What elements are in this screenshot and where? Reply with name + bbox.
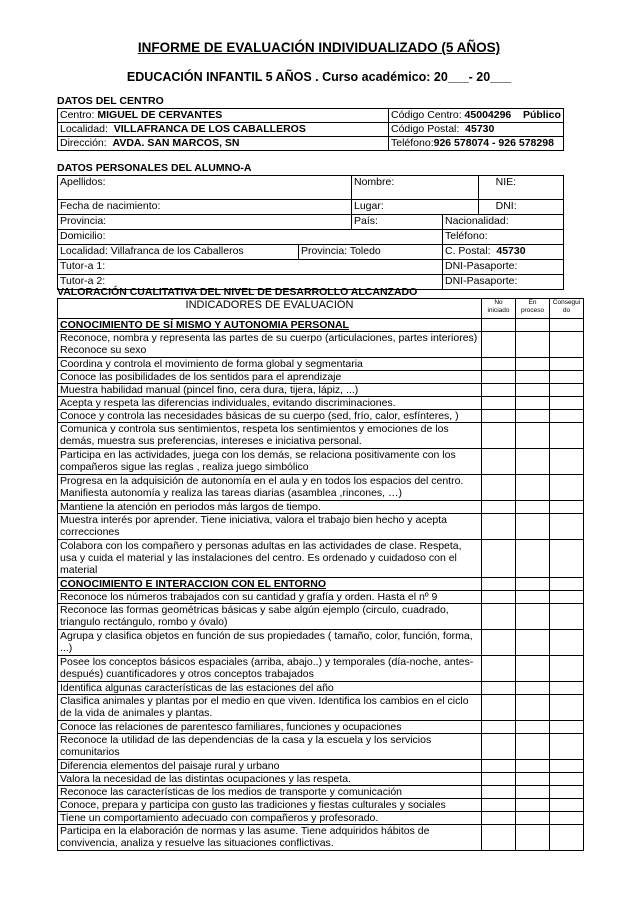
check-cell-en-proceso[interactable] [516, 604, 550, 630]
check-cell-conseguido[interactable] [550, 734, 584, 760]
col-en-proceso: En proceso [516, 299, 550, 319]
check-cell-no-iniciado[interactable] [482, 384, 516, 397]
check-cell-no-iniciado[interactable] [482, 799, 516, 812]
cpostal-cell [443, 245, 564, 260]
centro-value: MIGUEL DE CERVANTES [97, 109, 223, 121]
indicator-text: Conoce las relaciones de parentesco familiares, funciones y ocupaciones [58, 721, 482, 734]
check-cell-no-iniciado[interactable] [482, 475, 516, 501]
table-row [58, 540, 584, 578]
check-cell-conseguido[interactable] [550, 812, 584, 825]
check-cell-en-proceso[interactable] [516, 423, 550, 449]
check-cell-en-proceso[interactable] [516, 371, 550, 384]
tipo-value: Público [522, 109, 561, 121]
indicator-text: Posee los conceptos básicos espaciales (arriba, abajo..) y temporales (día-noche, antes-después) cuantificadores y otros conceptos trabajados [58, 656, 482, 682]
check-cell-en-proceso[interactable] [516, 812, 550, 825]
table-row [58, 260, 564, 275]
check-cell-en-proceso[interactable] [516, 695, 550, 721]
section-title-evaluacion: VALORACIÓN CUALITATIVA DEL NIVEL DE DESARROLLO ALCANZADO [57, 286, 418, 298]
indicator-text: Valora la necesidad de las distintas ocupaciones y las respeta. [58, 773, 482, 786]
check-cell-no-iniciado[interactable] [482, 371, 516, 384]
dni-pasaporte-1-cell[interactable]: DNI-Pasaporte: [443, 260, 564, 275]
check-cell-no-iniciado[interactable] [482, 514, 516, 540]
table-row [58, 423, 584, 449]
dni-pasaporte-2-cell[interactable]: DNI-Pasaporte: [443, 275, 564, 290]
check-cell-no-iniciado[interactable] [482, 825, 516, 851]
check-cell-conseguido[interactable] [550, 773, 584, 786]
table-row [58, 501, 584, 514]
check-cell-no-iniciado[interactable] [482, 760, 516, 773]
indicator-text: Conoce las posibilidades de los sentidos para el aprendizaje [58, 371, 482, 384]
check-cell-en-proceso[interactable] [516, 786, 550, 799]
section-title-centro: DATOS DEL CENTRO [57, 95, 164, 107]
table-row [58, 812, 584, 825]
domicilio-cell[interactable]: Domicilio: [58, 230, 443, 245]
alumno-table [57, 175, 564, 290]
check-cell-en-proceso[interactable] [516, 332, 550, 358]
dni-cell[interactable] [479, 200, 564, 215]
indicator-text: Acepta y respeta las diferencias individuales, evitando discriminaciones. [58, 397, 482, 410]
check-cell-en-proceso[interactable] [516, 656, 550, 682]
table-row [58, 215, 564, 230]
indicator-text: Reconoce los números trabajados con su cantidad y grafía y orden. Hasta el nº 9 [58, 591, 482, 604]
table-row [58, 123, 564, 137]
report-subtitle: EDUCACIÓN INFANTIL 5 AÑOS . Curso académico: 20___- 20___ [126, 70, 512, 84]
check-cell-en-proceso[interactable] [516, 501, 550, 514]
table-row [58, 371, 584, 384]
tutor1-cell[interactable]: Tutor-a 1: [58, 260, 443, 275]
apellidos-cell[interactable]: Apellidos: [58, 176, 352, 200]
table-row [58, 449, 584, 475]
check-cell-no-iniciado[interactable] [482, 332, 516, 358]
check-cell-en-proceso[interactable] [516, 384, 550, 397]
category-row [58, 578, 584, 591]
codigo-cell [389, 109, 564, 123]
check-cell[interactable] [482, 578, 516, 591]
check-cell-en-proceso[interactable] [516, 540, 550, 578]
direccion-label: Dirección: [60, 137, 107, 149]
check-cell-en-proceso[interactable] [516, 630, 550, 656]
indicator-text: Identifica algunas características de las estaciones del año [58, 682, 482, 695]
telefono-alumno-cell[interactable]: Teléfono: [443, 230, 564, 245]
check-cell-no-iniciado[interactable] [482, 501, 516, 514]
indicator-text: Muestra interés por aprender. Tiene iniciativa, valora el trabajo bien hecho y acepta correcciones [58, 514, 482, 540]
indicator-text: Reconoce las formas geométricas básicas y sabe algún ejemplo (circulo, cuadrado, triangulo rectángulo, rombo y óvalo) [58, 604, 482, 630]
check-cell-conseguido[interactable] [550, 384, 584, 397]
table-row [58, 200, 564, 215]
indicator-text: Conoce, prepara y participa con gusto las tradiciones y fiestas culturales y sociales [58, 799, 482, 812]
check-cell-conseguido[interactable] [550, 332, 584, 358]
check-cell-no-iniciado[interactable] [482, 423, 516, 449]
centro-cell [58, 109, 389, 123]
centro-label: Centro: [60, 109, 95, 121]
check-cell-en-proceso[interactable] [516, 721, 550, 734]
category-entorno: CONOCIMIENTO E INTERACCION CON EL ENTORNO [58, 578, 482, 591]
col-no-iniciado: No iniciado [482, 299, 516, 319]
check-cell-conseguido[interactable] [550, 501, 584, 514]
localidad-cell [58, 123, 389, 137]
telefono-label: Teléfono: [391, 137, 434, 149]
indicator-text: Participa en la elaboración de normas y las asume. Tiene adquiridos hábitos de convivencia, analiza y resuelve las situaciones conflictivas. [58, 825, 482, 851]
indicator-text: Comunica y controla sus sentimientos, respeta los sentimientos y emociones de los demás, muestra sus preferencias, intereses e iniciativa personal. [58, 423, 482, 449]
check-cell-conseguido[interactable] [550, 799, 584, 812]
check-cell-no-iniciado[interactable] [482, 734, 516, 760]
codigo-label: Código Centro: [391, 109, 462, 121]
direccion-value: AVDA. SAN MARCOS, SN [112, 137, 240, 149]
check-cell-en-proceso[interactable] [516, 475, 550, 501]
check-cell-en-proceso[interactable] [516, 397, 550, 410]
category-autonomia: CONOCIMIENTO DE SÍ MISMO Y AUTONOMIA PERSONAL [58, 319, 482, 332]
check-cell-no-iniciado[interactable] [482, 410, 516, 423]
check-cell-no-iniciado[interactable] [482, 695, 516, 721]
table-row [58, 137, 564, 151]
indicator-text: Mantiene la atención en periodos más largos de tiempo. [58, 501, 482, 514]
table-row [58, 109, 564, 123]
indicator-text: Muestra habilidad manual (pincel fino, cera dura, tijera, lápiz, ...) [58, 384, 482, 397]
check-cell-conseguido[interactable] [550, 410, 584, 423]
check-cell-no-iniciado[interactable] [482, 656, 516, 682]
postal-label: Código Postal: [391, 123, 460, 135]
indicator-text: Colabora con los compañero y personas adultas en las actividades de clase. Respeta, usa y cuida el material y las instalaciones del centro. Es ordenado y cuidadoso con el material [58, 540, 482, 578]
check-cell-conseguido[interactable] [550, 449, 584, 475]
postal-cell [389, 123, 564, 137]
check-cell-conseguido[interactable] [550, 591, 584, 604]
localidad-label: Localidad: [60, 123, 108, 135]
nacionalidad-cell[interactable]: Nacionalidad: [443, 215, 564, 230]
direccion-cell [58, 137, 389, 151]
check-cell-en-proceso[interactable] [516, 682, 550, 695]
indicator-text: Progresa en la adquisición de autonomía en el aula y en todos los espacios del centro. Manifiesta autonomía y realiza las tareas diarias (asamblea ,rincones, …) [58, 475, 482, 501]
evaluacion-table [57, 298, 584, 851]
check-cell-en-proceso[interactable] [516, 410, 550, 423]
check-cell-conseguido[interactable] [550, 358, 584, 371]
nie-cell[interactable] [479, 176, 564, 200]
telefono-cell [389, 137, 564, 151]
check-cell-conseguido[interactable] [550, 540, 584, 578]
table-row [58, 591, 584, 604]
table-row [58, 799, 584, 812]
section-title-alumno: DATOS PERSONALES DEL ALUMNO-A [57, 162, 252, 174]
check-cell-conseguido[interactable] [550, 475, 584, 501]
check-cell[interactable] [482, 319, 516, 332]
check-cell-en-proceso[interactable] [516, 760, 550, 773]
table-row [58, 332, 584, 358]
fecha-nacimiento-cell[interactable]: Fecha de nacimiento: [58, 200, 352, 215]
localidad-value: VILLAFRANCA DE LOS CABALLEROS [113, 123, 306, 135]
check-cell-en-proceso[interactable] [516, 734, 550, 760]
nie-label: NIE: [495, 176, 517, 188]
tutor2-cell[interactable]: Tutor-a 2: [58, 275, 443, 290]
indicator-text: Reconoce, nombra y representa las partes de su cuerpo (articulaciones, partes interiores) Reconoce su sexo [58, 332, 482, 358]
table-row [58, 230, 564, 245]
check-cell-no-iniciado[interactable] [482, 358, 516, 371]
table-row [58, 760, 584, 773]
table-row [58, 475, 584, 501]
table-row [58, 630, 584, 656]
table-row [58, 695, 584, 721]
check-cell-no-iniciado[interactable] [482, 604, 516, 630]
table-row [58, 786, 584, 799]
table-row [58, 721, 584, 734]
check-cell-conseguido[interactable] [550, 423, 584, 449]
table-row [58, 773, 584, 786]
indicator-text: Clasifica animales y plantas por el medio en que viven. Identifica los cambios en el ciclo de la vida de animales y plantas. [58, 695, 482, 721]
provincia-toledo-cell: Provincia: Toledo [299, 245, 443, 260]
check-cell-conseguido[interactable] [550, 371, 584, 384]
check-cell-no-iniciado[interactable] [482, 449, 516, 475]
check-cell[interactable] [516, 578, 550, 591]
report-title: INFORME DE EVALUACIÓN INDIVIDUALIZADO (5 AÑOS) [137, 40, 501, 55]
indicator-text: Coordina y controla el movimiento de forma global y segmentaria [58, 358, 482, 371]
check-cell-conseguido[interactable] [550, 695, 584, 721]
check-cell[interactable] [550, 578, 584, 591]
cpostal-label: C. Postal: [445, 245, 491, 257]
check-cell-no-iniciado[interactable] [482, 786, 516, 799]
check-cell[interactable] [516, 319, 550, 332]
table-row [58, 397, 584, 410]
indicator-text: Reconoce la utilidad de las dependencias de la casa y la escuela y los servicios comunitarios [58, 734, 482, 760]
indicator-text: Participa en las actividades, juega con los demás, se relaciona positivamente con los compañeros sigue las reglas , realiza juego simbólico [58, 449, 482, 475]
postal-value: 45730 [465, 123, 495, 135]
indicator-text: Diferencia elementos del paisaje rural y urbano [58, 760, 482, 773]
table-row [58, 384, 584, 397]
table-row [58, 410, 584, 423]
indicator-text: Reconoce las características de los medios de transporte y comunicación [58, 786, 482, 799]
table-row [58, 604, 584, 630]
table-row [58, 176, 564, 200]
check-cell-en-proceso[interactable] [516, 799, 550, 812]
indicadores-header: INDICADORES DE EVALUACIÓN [58, 299, 482, 319]
check-cell-en-proceso[interactable] [516, 825, 550, 851]
check-cell-no-iniciado[interactable] [482, 540, 516, 578]
check-cell-no-iniciado[interactable] [482, 630, 516, 656]
nombre-cell[interactable]: Nombre: [352, 176, 479, 200]
cpostal-value: 45730 [496, 245, 526, 257]
table-row [58, 734, 584, 760]
check-cell-en-proceso[interactable] [516, 358, 550, 371]
table-row [58, 656, 584, 682]
table-header-row [58, 299, 584, 319]
check-cell-conseguido[interactable] [550, 825, 584, 851]
col-conseguido: Consegui do [550, 299, 584, 319]
check-cell-no-iniciado[interactable] [482, 397, 516, 410]
pais-cell[interactable]: País: [352, 215, 443, 230]
check-cell-conseguido[interactable] [550, 682, 584, 695]
check-cell-no-iniciado[interactable] [482, 591, 516, 604]
check-cell-no-iniciado[interactable] [482, 773, 516, 786]
codigo-value: 45004296 [464, 109, 512, 121]
check-cell-conseguido[interactable] [550, 656, 584, 682]
check-cell-conseguido[interactable] [550, 397, 584, 410]
indicator-text: Tiene un comportamiento adecuado con compañeros y profesorado. [58, 812, 482, 825]
category-row [58, 319, 584, 332]
check-cell-no-iniciado[interactable] [482, 721, 516, 734]
provincia-cell[interactable]: Provincia: [58, 215, 352, 230]
check-cell-en-proceso[interactable] [516, 773, 550, 786]
check-cell-no-iniciado[interactable] [482, 682, 516, 695]
indicator-text: Conoce y controla las necesidades básicas de su cuerpo (sed, frío, calor, esfínteres, ) [58, 410, 482, 423]
indicator-text: Agrupa y clasifica objetos en función de sus propiedades ( tamaño, color, función, forma, ...) [58, 630, 482, 656]
table-row [58, 245, 564, 260]
check-cell-en-proceso[interactable] [516, 591, 550, 604]
table-row [58, 825, 584, 851]
telefono-value: 926 578074 - 926 578298 [433, 137, 554, 149]
check-cell-conseguido[interactable] [550, 786, 584, 799]
check-cell-conseguido[interactable] [550, 630, 584, 656]
table-row [58, 682, 584, 695]
table-row [58, 358, 584, 371]
check-cell-conseguido[interactable] [550, 514, 584, 540]
centro-table [57, 108, 564, 151]
check-cell-conseguido[interactable] [550, 604, 584, 630]
check-cell-conseguido[interactable] [550, 721, 584, 734]
check-cell[interactable] [550, 319, 584, 332]
check-cell-conseguido[interactable] [550, 760, 584, 773]
dni-label: DNI: [495, 200, 517, 212]
check-cell-en-proceso[interactable] [516, 514, 550, 540]
lugar-cell[interactable]: Lugar: [352, 200, 479, 215]
check-cell-no-iniciado[interactable] [482, 812, 516, 825]
localidad-alumno-cell: Localidad: Villafranca de los Caballeros [58, 245, 299, 260]
table-row [58, 514, 584, 540]
check-cell-en-proceso[interactable] [516, 449, 550, 475]
